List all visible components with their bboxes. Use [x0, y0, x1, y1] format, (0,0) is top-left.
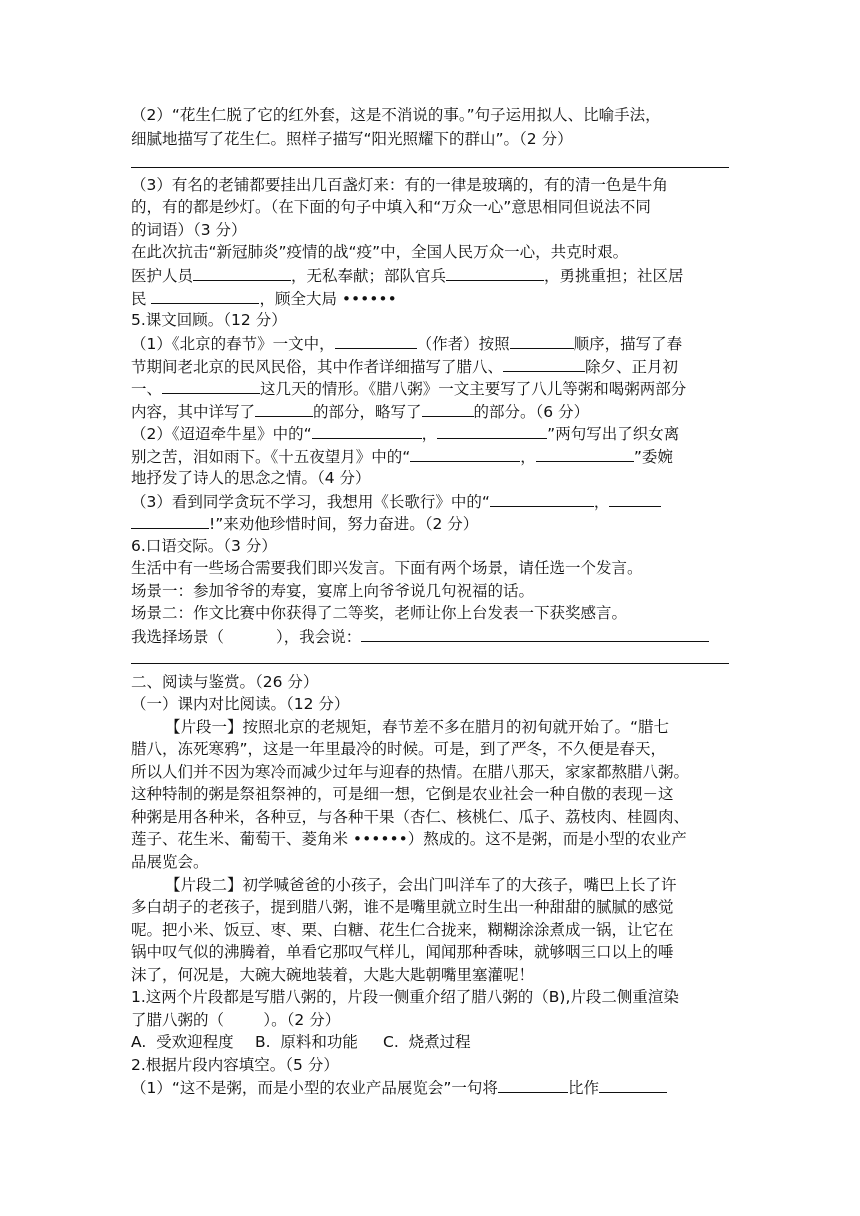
question-3-line-3: 的词语）（3 分） — [131, 221, 247, 239]
fragment-2-line-3: 呢。把小米、饭豆、枣、栗、白糖、花生仁合拢来，糊糊涂涂煮成一锅，让它在 — [131, 921, 674, 939]
fill-blank[interactable] — [599, 1076, 667, 1093]
fragment-1-line-4: 这种特制的粥是祭祖祭神的，可是细一想，它倒是农业社会一种自傲的表现－这 — [131, 785, 674, 803]
section-5-line-9: !”来劝他珍惜时间，努力奋进。（2 分） — [131, 512, 731, 535]
question-3-line-2: 的，有的都是纱灯。（在下面的句子中填入和“万众一心”意思相同但说法不同 — [131, 198, 651, 216]
fill-blank[interactable] — [446, 264, 544, 281]
fragment-1-line-5: 种粥是用各种米，各种豆，与各种干果（杏仁、核桃仁、瓜子、荔枝肉、桂圆肉、 — [131, 808, 690, 826]
fill-blank[interactable] — [193, 264, 291, 281]
option-c[interactable]: C. 烧煮过程 — [383, 1033, 471, 1051]
fragment-1-line-6: 莲子、花生米、葡萄干、菱角米 ••••••）熬成的。这不是粥，而是小型的农业产 — [131, 830, 687, 848]
fill-blank[interactable] — [410, 445, 520, 462]
fill-blank[interactable] — [335, 332, 417, 349]
part-2-heading: 二、阅读与鉴赏。（26 分） — [131, 673, 319, 691]
section-6-line-4: 我选择场景（ ），我会说： — [131, 625, 731, 648]
fill-blank[interactable] — [422, 400, 474, 417]
section-6-line-3: 场景二：作文比赛中你获得了二等奖，老师让你上台发表一下获奖感言。 — [131, 604, 628, 622]
fill-blank[interactable] — [255, 400, 313, 417]
answer-line[interactable] — [131, 167, 729, 168]
section-5-line-7: 地抒发了诗人的思念之情。（4 分） — [131, 469, 371, 487]
reading-question-1-line-1: 1.这两个片段都是写腊八粥的，片段一侧重介绍了腊八粥的（B),片段二侧重渲染 — [131, 988, 679, 1006]
reading-question-1-options — [131, 1031, 731, 1053]
reading-question-2-heading: 2.根据片段内容填空。（5 分） — [131, 1056, 339, 1074]
fill-blank[interactable] — [490, 490, 594, 507]
question-3-line-1: （3）有名的老铺都要挂出几百盏灯来：有的一律是玻璃的，有的清一色是牛角 — [131, 176, 668, 194]
option-a[interactable]: A. 受欢迎程度 — [131, 1033, 234, 1051]
section-6-heading: 6.口语交际。（3 分） — [131, 537, 277, 555]
fill-blank[interactable] — [510, 332, 574, 349]
fill-blank[interactable] — [498, 1076, 568, 1093]
section-5-line-1: （1）《北京的春节》一文中， （作者）按照 顺序，描写了春 — [131, 332, 731, 355]
part-2-subheading: （一）课内对比阅读。（12 分） — [131, 695, 350, 713]
fragment-2-line-2: 多白胡子的老孩子，提到腊八粥，谁不是嘴里就立时生出一种甜甜的腻腻的感觉 — [131, 898, 674, 916]
fragment-2-line-4: 锅中叹气似的沸腾着，单看它那叹气样儿，闻闻那种香味，就够咽三口以上的唾 — [131, 943, 674, 961]
question-3-line-6: 民 ，顾全大局 •••••• — [131, 287, 731, 310]
section-5-line-3: 一、 这几天的情形。《腊八粥》一文主要写了八儿等粥和喝粥两部分 — [131, 377, 731, 400]
question-3-line-4: 在此次抗击“新冠肺炎”疫情的战“疫”中，全国人民万众一心，共克时艰。 — [131, 243, 629, 261]
reading-question-2-line-1: （1）“这不是粥，而是小型的农业产品展览会”一句将 比作 — [131, 1076, 731, 1099]
section-5-line-2: 节期间老北京的民风民俗，其中作者详细描写了腊八、 除夕、正月初 — [131, 355, 731, 378]
fill-blank[interactable] — [162, 377, 260, 394]
section-5-line-5: （2）《迢迢牵牛星》中的“ ， ”两句写出了织女离 — [131, 422, 731, 445]
fill-blank[interactable] — [437, 422, 547, 439]
fragment-2-line-1: 【片段二】初学喊爸爸的小孩子，会出门叫洋车了的大孩子，嘴巴上长了许 — [165, 876, 677, 894]
fill-blank[interactable] — [131, 512, 209, 529]
section-5-heading: 5.课文回顾。（12 分） — [131, 311, 287, 329]
fill-blank[interactable] — [536, 445, 634, 462]
question-2-line-2: 细腻地描写了花生仁。照样子描写“阳光照耀下的群山”。（2 分） — [131, 130, 573, 148]
answer-line[interactable] — [131, 663, 729, 664]
fragment-2-line-5: 沫了，何况是，大碗大碗地装着，大匙大匙朝嘴里塞灌呢！ — [131, 966, 535, 984]
fragment-1-line-3: 所以人们并不因为寒冷而减少过年与迎春的热情。在腊八那天，家家都熬腊八粥。 — [131, 763, 690, 781]
question-3-line-5: 医护人员 ，无私奉献；部队官兵 ，勇挑重担；社区居 — [131, 264, 731, 287]
section-5-line-4: 内容，其中详写了 的部分，略写了 的部分。（6 分） — [131, 400, 731, 423]
question-2-line-1: （2）“花生仁脱了它的红外套，这是不消说的事。”句子运用拟人、比喻手法， — [131, 106, 661, 124]
fragment-1-line-2: 腊八，冻死寒鸦”，这是一年里最冷的时候。可是，到了严冬，不久便是春天， — [131, 740, 667, 758]
fragment-1-line-1: 【片段一】按照北京的老规矩，春节差不多在腊月的初旬就开始了。“腊七 — [165, 718, 670, 736]
fragment-1-line-7: 品展览会。 — [131, 853, 209, 871]
fill-blank[interactable] — [151, 287, 259, 304]
fill-blank[interactable] — [503, 355, 585, 372]
reading-question-1-line-2: 了腊八粥的（ ）。（2 分） — [131, 1011, 341, 1029]
section-6-line-1: 生活中有一些场合需要我们即兴发言。下面有两个场景，请任选一个发言。 — [131, 559, 643, 577]
fill-blank[interactable] — [609, 490, 661, 507]
section-6-line-2: 场景一：参加爷爷的寿宴，宴席上向爷爷说几句祝福的话。 — [131, 582, 535, 600]
section-5-line-6: 别之苦，泪如雨下。《十五夜望月》中的“ ， ”委婉 — [131, 445, 731, 468]
option-b[interactable]: B. 原料和功能 — [255, 1033, 358, 1051]
section-5-line-8: （3）看到同学贪玩不学习，我想用《长歌行》中的“ ， — [131, 490, 731, 513]
fill-blank[interactable] — [361, 625, 709, 642]
fill-blank[interactable] — [312, 422, 422, 439]
